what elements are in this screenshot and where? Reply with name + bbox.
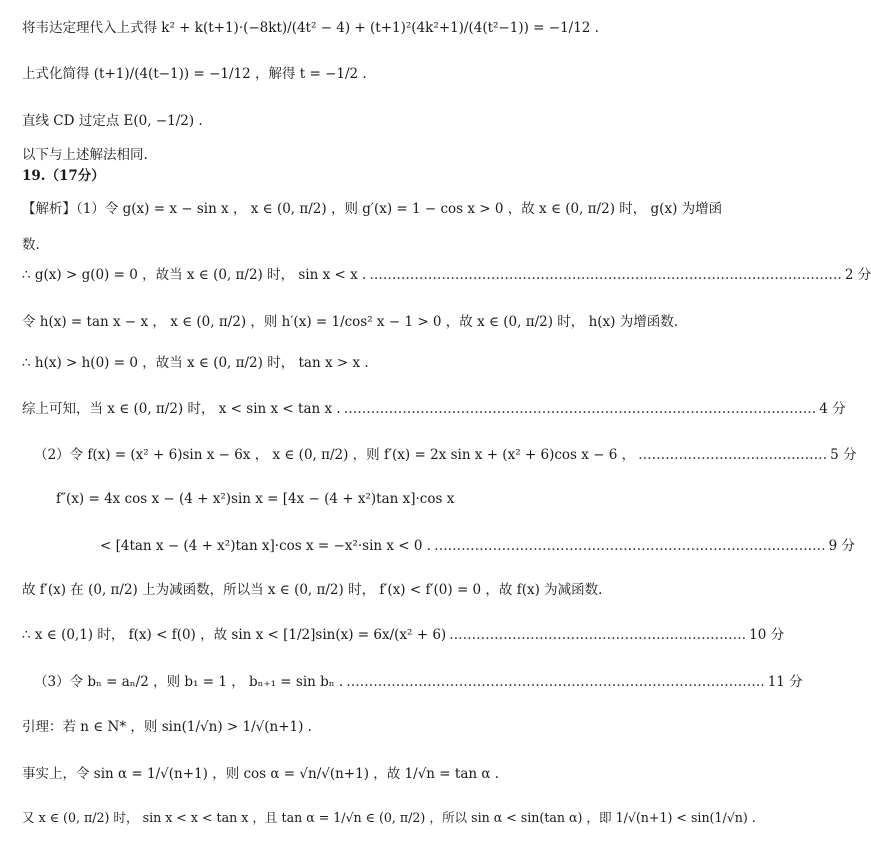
line-text: < [4tan x − (4 + x²)tan x]·cos x = −x²·sin x < 0 .: [100, 538, 432, 554]
dot-leader: …………………………………………………………………………………: [346, 674, 765, 690]
text-line-in-fact: 事实上，令 sin α = 1/√(n+1) ，则 cos α = √n/√(n+1) ，故 1/√n = tan α .: [22, 766, 500, 782]
text-line-lemma: 引理：若 n ∈ N* ，则 sin(1/√n) > 1/√(n+1) .: [22, 719, 312, 735]
line-text: （2）令 f(x) = (x² + 6)sin x − 6x ， x ∈ (0, π/2) ，则 f′(x) = 2x sin x + (x² + 6)cos x − 6 ，: [34, 447, 636, 463]
text-line-fixed-point: 直线 CD 过定点 E(0, −1/2) .: [22, 113, 203, 129]
dot-leader: ……………………………………………………………………………………………: [369, 267, 842, 283]
text-line-same-method: 以下与上述解法相同.: [22, 147, 148, 163]
score-mark: 4 分: [819, 401, 846, 417]
text-line-decreasing: 故 f′(x) 在 (0, π/2) 上为减函数，所以当 x ∈ (0, π/2) 时， f′(x) < f′(0) = 0 ，故 f(x) 为减函数.: [22, 582, 603, 598]
dot-leader: ……………………………………: [638, 447, 828, 463]
dot-leader: ……………………………………………………………………………………………: [343, 401, 817, 417]
text-line-part2-f: [34, 445, 857, 465]
text-line-second-derivative: f″(x) = 4x cos x − (4 + x²)sin x = [4x − (4 + x²)tan x]·cos x: [56, 491, 455, 507]
score-mark: 2 分: [844, 267, 871, 283]
text-line-part1-g: 【解析】（1）令 g(x) = x − sin x ， x ∈ (0, π/2) ，则 g′(x) = 1 − cos x > 0 ，故 x ∈ (0, π/2) 时， g(x) 为增函: [22, 201, 723, 217]
text-line-tan-gt-x: ∴ h(x) > h(0) = 0 ，故当 x ∈ (0, π/2) 时， tan x > x .: [22, 355, 369, 371]
text-line-sin-bound: [22, 625, 785, 645]
score-mark: 10 分: [749, 627, 785, 643]
line-text: ∴ x ∈ (0,1) 时， f(x) < f(0) ，故 sin x < [1/2]sin(x) = 6x/(x² + 6): [22, 627, 447, 643]
text-line-negative: [100, 536, 855, 556]
problem-number: 19.（17分）: [22, 168, 105, 184]
dot-leader: …………………………………………………………: [449, 627, 747, 643]
line-text: 综上可知，当 x ∈ (0, π/2) 时， x < sin x < tan x .: [22, 401, 341, 417]
score-mark: 11 分: [767, 674, 803, 690]
score-mark: 5 分: [830, 447, 857, 463]
text-line-vieta-substitution: 将韦达定理代入上式得 k² + k(t+1)·(−8kt)/(4t² − 4) + (t+1)²(4k²+1)/(4(t²−1)) = −1/12 .: [22, 20, 599, 36]
text-line-sin-lt-x: [22, 265, 871, 285]
text-line-simplify: 上式化简得 (t+1)/(4(t−1)) = −1/12 ，解得 t = −1/2 .: [22, 66, 367, 82]
text-line-conclusion: 又 x ∈ (0, π/2) 时， sin x < x < tan x ，且 tan α = 1/√n ∈ (0, π/2) ，所以 sin α < sin(tan α) ，即 1/√(n+1) < sin(1/√n) .: [22, 810, 756, 825]
dot-leader: ……………………………………………………………………………: [434, 538, 826, 554]
text-line-part1-h: 令 h(x) = tan x − x ， x ∈ (0, π/2) ，则 h′(x) = 1/cos² x − 1 > 0 ，故 x ∈ (0, π/2) 时， h(x) 为增函数.: [22, 314, 679, 330]
text-line-part3-b: [34, 672, 803, 692]
score-mark: 9 分: [828, 538, 855, 554]
text-line-shu: 数.: [22, 237, 40, 253]
line-text: ∴ g(x) > g(0) = 0 ，故当 x ∈ (0, π/2) 时， sin x < x .: [22, 267, 367, 283]
text-line-summary: [22, 399, 846, 419]
line-text: （3）令 bₙ = aₙ/2 ，则 b₁ = 1 ， bₙ₊₁ = sin bₙ .: [34, 674, 344, 690]
